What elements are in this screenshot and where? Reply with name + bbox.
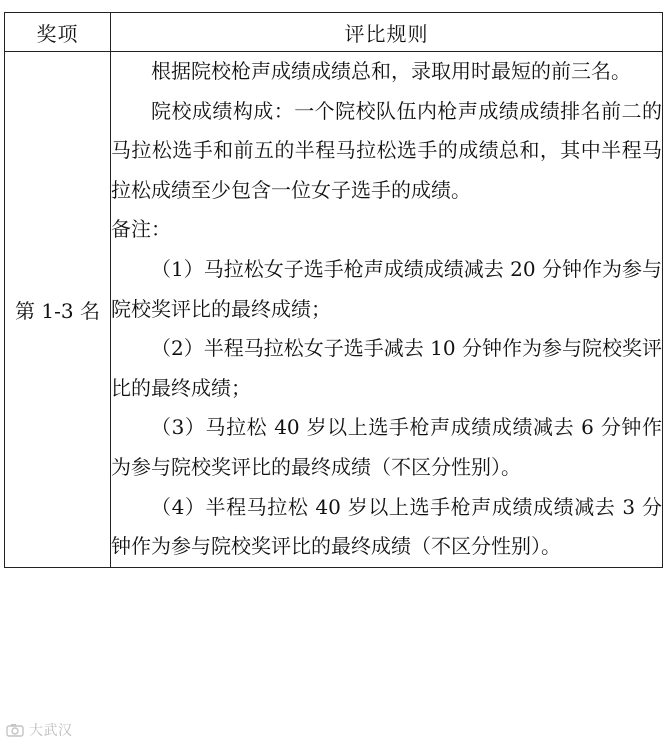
- table-row: [5, 52, 663, 568]
- rules-cell: [111, 52, 663, 568]
- rule-note-3: （3）马拉松 40 岁以上选手枪声成绩成绩减去 6 分钟作为参与院校奖评比的最终成绩（不区分性别）。: [111, 415, 662, 479]
- award-rank-cell: 第 1-3 名: [5, 52, 111, 568]
- watermark-text: 大武汉: [28, 723, 73, 739]
- header-award: 奖项: [5, 13, 111, 52]
- rule-note-2: （2）半程马拉松女子选手减去 10 分钟作为参与院校奖评比的最终成绩；: [111, 336, 662, 400]
- rule-note-4: （4）半程马拉松 40 岁以上选手枪声成绩成绩减去 3 分钟作为参与院校奖评比的最终成绩（不区分性别）。: [111, 494, 662, 559]
- award-rules-table: [4, 12, 663, 568]
- rule-note-1: （1）马拉松女子选手枪声成绩成绩减去 20 分钟作为参与院校奖评比的最终成绩；: [111, 256, 662, 321]
- rule-paragraph-composition: 院校成绩构成：一个院校队伍内枪声成绩成绩排名前二的马拉松选手和前五的半程马拉松选手的成绩总和，其中半程马拉松成绩至少包含一位女子选手的成绩。: [111, 98, 662, 202]
- table-header-row: [5, 13, 663, 52]
- watermark: [6, 720, 72, 740]
- rule-paragraph-ranking: 根据院校枪声成绩成绩总和，录取用时最短的前三名。: [151, 59, 631, 83]
- camera-logo-icon: [6, 723, 24, 737]
- header-rules: 评比规则: [111, 13, 663, 52]
- rule-notes-label: 备注：: [111, 217, 171, 242]
